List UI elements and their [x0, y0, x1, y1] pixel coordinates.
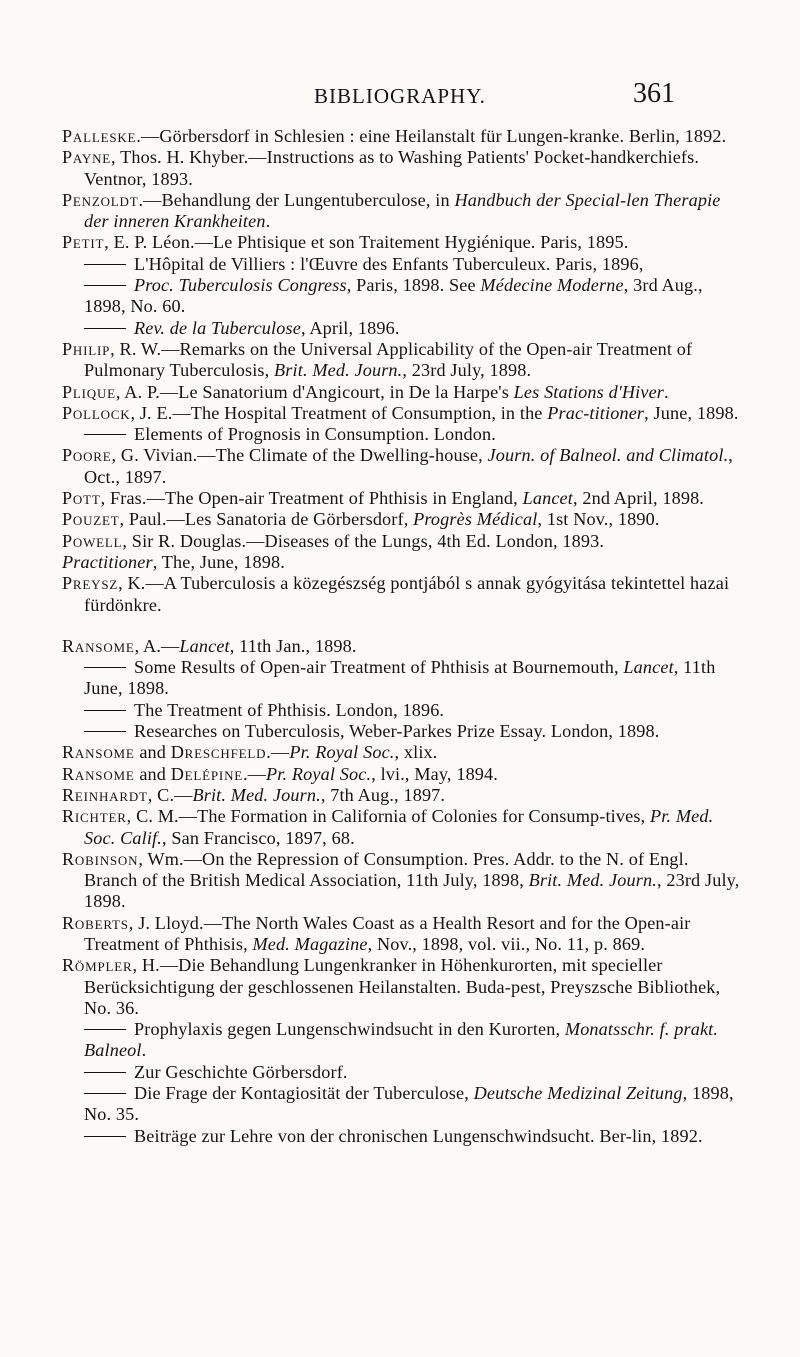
entry-tail: , San Francisco, 1897, 68.	[161, 827, 355, 848]
entry-tail: , xlix.	[394, 742, 438, 763]
entry-text: , E. P. Léon.—Le Phtisique et son Traitement Hygiénique. Paris, 1895.	[104, 232, 629, 253]
entry-title: Rev. de la Tuberculose	[134, 317, 301, 338]
entry-tail: .	[141, 1040, 147, 1061]
entry-text: Elements of Prognosis in Consumption. London.	[134, 424, 496, 445]
entry-author: Petit	[62, 232, 105, 253]
entry-text: Some Results of Open-air Treatment of Phthisis at Bournemouth,	[134, 657, 624, 678]
ditto-dash	[84, 710, 126, 711]
entry-title: Journ. of Balneol. and Climatol.	[487, 445, 729, 466]
entry-author: Pouzet	[62, 509, 120, 530]
ditto-dash	[84, 667, 126, 668]
entry-title: Brit. Med. Journ.	[528, 870, 657, 891]
entry-author: Palleske	[62, 126, 137, 146]
entry-text: , Paul.—Les Sanatoria de Görbersdorf,	[119, 509, 414, 530]
entry-text: .—Görbersdorf in Schlesien : eine Heilanstalt für Lungen-kranke. Berlin, 1892.	[136, 126, 727, 146]
bibliography-entry	[62, 1062, 742, 1083]
bibliography-entry	[62, 1126, 742, 1147]
entry-author: Reinhardt	[62, 784, 148, 805]
page-number: 361	[633, 78, 675, 109]
bibliography-entry	[62, 232, 742, 253]
bibliography-entry	[62, 742, 742, 763]
entry-tail: , 23rd July, 1898.	[402, 360, 532, 381]
entry-text: , C.—	[147, 784, 193, 805]
entry-text: , A. P.—Le Sanatorium d'Angicourt, in De la Harpe's	[115, 381, 514, 402]
bibliography-entry	[62, 190, 742, 233]
bibliography-entry	[62, 721, 742, 742]
ditto-dash	[84, 285, 126, 286]
entry-text: , Fras.—The Open-air Treatment of Phthisis in England,	[100, 488, 523, 509]
entry-author: Payne	[62, 147, 112, 168]
entry-author: Robinson	[62, 848, 139, 869]
entry-author: Ransome	[62, 635, 135, 656]
entry-text: , Paris, 1898. See	[346, 275, 481, 296]
entry-title: Handbuch der Special-len Therapie der inneren Krankheiten	[84, 189, 721, 232]
entry-tail: .	[265, 211, 271, 232]
bibliography-entry	[62, 275, 742, 318]
entry-title: Médecine Moderne	[480, 275, 624, 296]
bibliography-entry	[62, 700, 742, 721]
entry-author: Roberts	[62, 912, 129, 933]
bibliography-entry	[62, 1083, 742, 1126]
entry-author: Philip	[62, 338, 111, 359]
entry-tail: , June, 1898.	[644, 402, 739, 423]
ditto-dash	[84, 1136, 126, 1137]
entry-tail: , Oct., 1897.	[84, 445, 733, 487]
entry-tail: , 7th Aug., 1897.	[320, 784, 446, 805]
entry-text: Researches on Tuberculosis, Weber-Parkes Prize Essay. London, 1898.	[134, 721, 660, 742]
bibliography-entry	[62, 318, 742, 339]
entry-text: .—	[243, 763, 267, 784]
entry-title: Lancet	[522, 488, 573, 509]
entry-text: , J. Lloyd.—The North Wales Coast as a Health Resort and for the Open-air Treatment of Phthisis,	[84, 912, 691, 954]
entry-text: , Thos. H. Khyber.—Instructions as to Washing Patients' Pocket-handkerchiefs. Ventnor, 1893.	[84, 147, 700, 189]
entry-tail: , 3rd Aug., 1898, No. 60.	[84, 275, 703, 317]
bibliography-entry	[62, 849, 742, 913]
entry-title: Deutsche Medizinal Zeitung	[473, 1083, 683, 1104]
entry-author: Plique	[62, 381, 116, 402]
bibliography-entry	[62, 552, 742, 573]
bibliography-entry	[62, 1019, 742, 1062]
entry-text: , G. Vivian.—The Climate of the Dwelling-house,	[111, 445, 488, 466]
bibliography-entry	[62, 488, 742, 509]
entry-title: Pr. Royal Soc.	[289, 742, 395, 763]
entry-text: , R. W.—Remarks on the Universal Applicability of the Open-air Treatment of Pulmonary Tuberculosis,	[84, 338, 693, 381]
entry-author: Römpler	[62, 955, 133, 976]
bibliography-entry	[62, 254, 742, 275]
entry-author: Ransome	[62, 763, 135, 784]
entry-text: Zur Geschichte Görbersdorf.	[134, 1061, 348, 1082]
page-title: BIBLIOGRAPHY.	[314, 84, 486, 108]
bibliography-entry	[62, 445, 742, 488]
entry-title: Progrès Médical	[413, 509, 538, 530]
entry-text: , H.—Die Behandlung Lungenkranker in Höhenkurorten, mit specieller Berücksichtigung der geschlossenen Heilanstalten. Buda-pest, Preyszsche Bibliothek, No. 36.	[84, 955, 721, 1018]
entry-coauthor: Delépine	[170, 763, 243, 784]
entry-title: Les Stations d'Hiver	[513, 381, 665, 402]
entry-title: Lancet	[623, 657, 674, 678]
ditto-dash	[84, 264, 126, 265]
entry-title: Prac-titioner	[547, 402, 645, 423]
entry-author: Poore	[62, 445, 112, 466]
entry-title: Pr. Royal Soc.	[266, 763, 372, 784]
entry-tail: , 11th Jan., 1898.	[229, 635, 357, 656]
entry-title: Med. Magazine	[252, 933, 368, 954]
entry-text: and	[134, 763, 171, 784]
ditto-dash	[84, 1072, 126, 1073]
bibliography-entry	[62, 147, 742, 190]
entry-text: .—Behandlung der Lungentuberculose, in	[138, 189, 455, 210]
entry-tail: , 23rd July, 1898.	[84, 870, 740, 912]
bibliography-entry	[62, 339, 742, 382]
entry-text: , Wm.—On the Repression of Consumption. Pres. Addr. to the N. of Engl. Branch of the British Medical Association, 11th July, 1898,	[84, 848, 689, 891]
bibliography-entry	[62, 382, 742, 403]
entry-tail: , 1st Nov., 1890.	[537, 509, 660, 530]
entry-text: , C. M.—The Formation in California of Colonies for Consump-tives,	[126, 806, 650, 827]
entry-text: Die Frage der Kontagiosität der Tuberculose,	[134, 1083, 474, 1104]
bibliography-list	[62, 126, 742, 1147]
bibliography-entry	[62, 806, 742, 849]
entry-text: , J. E.—The Hospital Treatment of Consumption, in the	[130, 402, 548, 423]
entry-author: Ransome	[62, 742, 135, 763]
entry-text: .—	[266, 742, 290, 763]
bibliography-entry	[62, 573, 742, 616]
entry-tail: , 1898, No. 35.	[84, 1083, 734, 1125]
entry-text: and	[134, 742, 171, 763]
entry-text: L'Hôpital de Villiers : l'Œuvre des Enfants Tuberculeux. Paris, 1896,	[134, 253, 644, 274]
entry-text: , Sir R. Douglas.—Diseases of the Lungs, 4th Ed. London, 1893.	[122, 530, 605, 551]
bibliography-entry	[62, 424, 742, 445]
entry-title: Proc. Tuberculosis Congress	[134, 275, 347, 296]
entry-title: Lancet	[179, 635, 230, 656]
bibliography-entry	[62, 636, 742, 657]
entry-tail: , Nov., 1898, vol. vii., No. 11, p. 869.	[367, 933, 646, 954]
entry-tail: , 2nd April, 1898.	[572, 488, 705, 509]
running-header	[0, 78, 800, 118]
entry-title: Pr. Med. Soc. Calif.	[84, 806, 714, 848]
bibliography-entry	[62, 955, 742, 1019]
entry-title: Practitioner	[62, 551, 153, 572]
entry-text: , The, June, 1898.	[152, 551, 285, 572]
entry-text: , K.—A Tuberculosis a közegészség pontjából s annak gyógyitása tekintettel hazai fürdönkre.	[84, 573, 730, 615]
entry-text: , April, 1896.	[300, 317, 400, 338]
entry-text: , A.—	[134, 635, 180, 656]
ditto-dash	[84, 434, 126, 435]
bibliography-entry	[62, 913, 742, 956]
entry-text: Prophylaxis gegen Lungenschwindsucht in den Kurorten,	[134, 1019, 565, 1040]
entry-author: Powell	[62, 530, 123, 551]
entry-title: Monatsschr. f. prakt. Balneol	[84, 1019, 719, 1061]
bibliography-entry	[62, 531, 742, 552]
entry-author: Preysz	[62, 573, 119, 594]
entry-author: Penzoldt	[62, 189, 139, 210]
bibliography-entry	[62, 403, 742, 424]
bibliography-entry	[62, 509, 742, 530]
entry-tail: , 11th June, 1898.	[84, 657, 716, 699]
ditto-dash	[84, 1093, 126, 1094]
ditto-dash	[84, 731, 126, 732]
entry-author: Pott	[62, 488, 101, 509]
entry-text: Beiträge zur Lehre von der chronischen Lungenschwindsucht. Ber-lin, 1892.	[134, 1125, 703, 1146]
entry-text: The Treatment of Phthisis. London, 1896.	[134, 699, 445, 720]
bibliography-entry	[62, 657, 742, 700]
bibliography-entry	[62, 764, 742, 785]
entry-title: Brit. Med. Journ.	[274, 360, 403, 381]
ditto-dash	[84, 1029, 126, 1030]
bibliography-entry	[62, 785, 742, 806]
entry-author: Pollock	[62, 402, 131, 423]
entry-title: Brit. Med. Journ.	[192, 784, 321, 805]
entry-coauthor: Dreschfeld	[170, 742, 267, 763]
ditto-dash	[84, 328, 126, 329]
entry-author: Richter	[62, 806, 127, 827]
entry-tail: , lvi., May, 1894.	[371, 763, 498, 784]
entry-tail: .	[664, 381, 669, 402]
bibliography-entry	[62, 126, 742, 147]
